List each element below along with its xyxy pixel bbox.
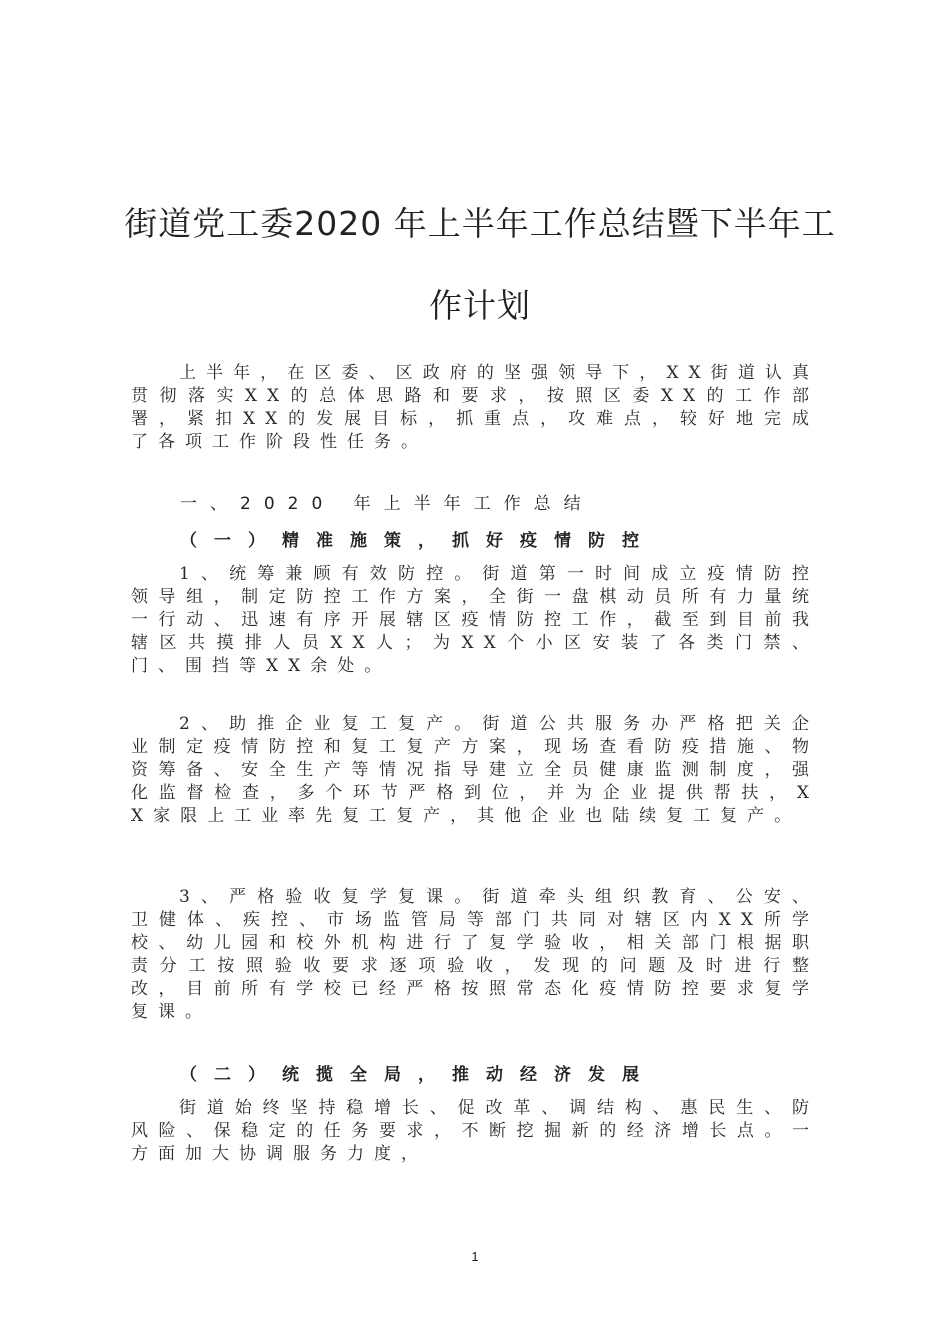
paragraph-economy: 街道始终坚持稳增长、促改革、调结构、惠民生、防风险、保稳定的任务要求，不断挖掘新的经济增长点。一方面加大协调服务力度，	[131, 1098, 819, 1164]
subsection-heading-2: （二）统揽全局，推动经济发展	[180, 1065, 656, 1085]
section-heading-1: 一、2020 年上半年工作总结	[180, 494, 594, 514]
document-title-line2: 作计划	[429, 286, 531, 325]
page-number: 1	[471, 1249, 479, 1264]
document-title-line1: 街道党工委2020 年上半年工作总结暨下半年工	[124, 204, 836, 243]
paragraph-item-1: 1、统筹兼顾有效防控。街道第一时间成立疫情防控领导组，制定防控工作方案，全街一盘棋动员所有力量统一行动、迅速有序开展辖区疫情防控工作，截至到目前我辖区共摸排人员XX人；为XX个小区安装了各类门禁、门、围挡等XX余处。	[131, 564, 819, 676]
paragraph-item-2: 2、助推企业复工复产。街道公共服务办严格把关企业制定疫情防控和复工复产方案，现场查看防疫措施、物资筹备、安全生产等情况指导建立全员健康监测制度，强化监督检查，多个环节严格到位，并为企业提供帮扶，XX家限上工业率先复工复产，其他企业也陆续复工复产。	[131, 714, 819, 826]
intro-paragraph: 上半年，在区委、区政府的坚强领导下，XX街道认真贯彻落实XX的总体思路和要求，按照区委XX的工作部署，紧扣XX的发展目标，抓重点，攻难点，较好地完成了各项工作阶段性任务。	[131, 363, 819, 452]
subsection-heading-1: （一）精准施策，抓好疫情防控	[180, 531, 656, 551]
paragraph-item-3: 3、严格验收复学复课。街道牵头组织教育、公安、卫健体、疾控、市场监管局等部门共同对辖区内XX所学校、幼儿园和校外机构进行了复学验收，相关部门根据职责分工按照验收要求逐项验收，发现的问题及时进行整改，目前所有学校已经严格按照常态化疫情防控要求复学复课。	[131, 887, 819, 1022]
